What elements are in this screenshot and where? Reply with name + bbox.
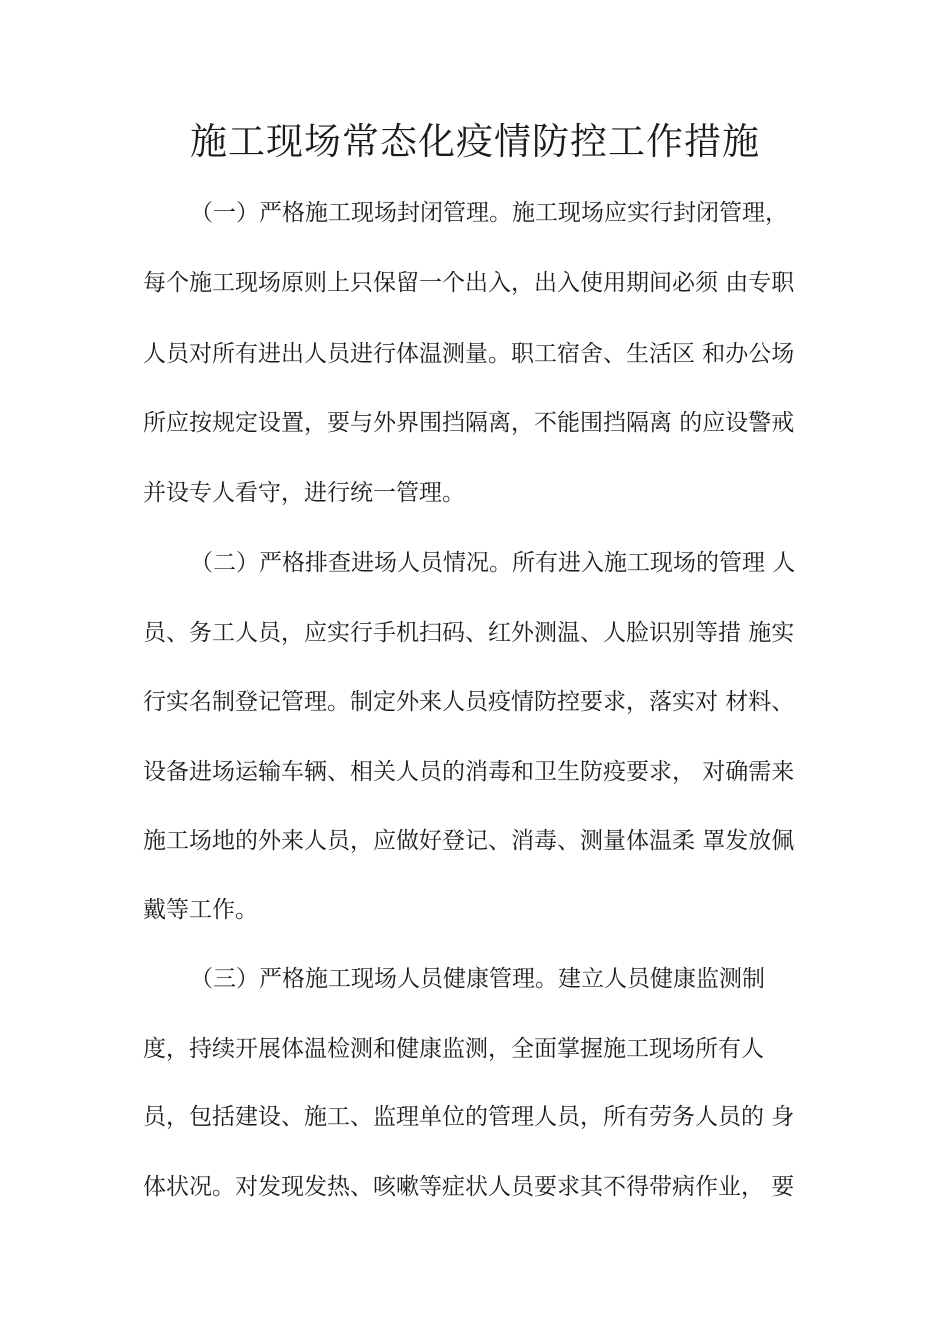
paragraph-2-line-2: 员、务工人员，应实行手机扫码、红外测温、人脸识别等措 施实 [143,620,795,646]
paragraph-2-line-1: （二）严格排查进场人员情况。所有进入施工现场的管理 人 [190,550,796,576]
paragraph-1-line-4: 所应按规定设置，要与外界围挡隔离，不能围挡隔离 的应设警戒 [143,410,795,436]
paragraph-1-line-3: 人员对所有进出人员进行体温测量。职工宿舍、生活区 和办公场 [143,341,795,367]
paragraph-2-line-6: 戴等工作。 [143,897,258,923]
paragraph-3-line-2: 度，持续开展体温检测和健康监测，全面掌握施工现场所有人 [143,1036,764,1062]
paragraph-1-line-1: （一）严格施工现场封闭管理。施工现场应实行封闭管理， [190,200,788,226]
paragraph-2-line-3: 行实名制登记管理。制定外来人员疫情防控要求，落实对 材料、 [143,689,795,715]
paragraph-3-line-1: （三）严格施工现场人员健康管理。建立人员健康监测制 [190,966,765,992]
paragraph-2-line-4: 设备进场运输车辆、相关人员的消毒和卫生防疫要求， 对确需来 [143,759,795,785]
paragraph-3-line-4: 体状况。对发现发热、咳嗽等症状人员要求其不得带病作业， 要 [143,1174,795,1200]
paragraph-3-line-3: 员，包括建设、施工、监理单位的管理人员，所有劳务人员的 身 [143,1104,795,1130]
paragraph-2-line-5: 施工场地的外来人员，应做好登记、消毒、测量体温柔 罩发放佩 [143,828,795,854]
document-title: 施工现场常态化疫情防控工作措施 [190,120,760,163]
paragraph-1-line-5: 并设专人看守，进行统一管理。 [143,480,465,506]
paragraph-1-line-2: 每个施工现场原则上只保留一个出入，出入使用期间必须 由专职 [143,270,795,296]
